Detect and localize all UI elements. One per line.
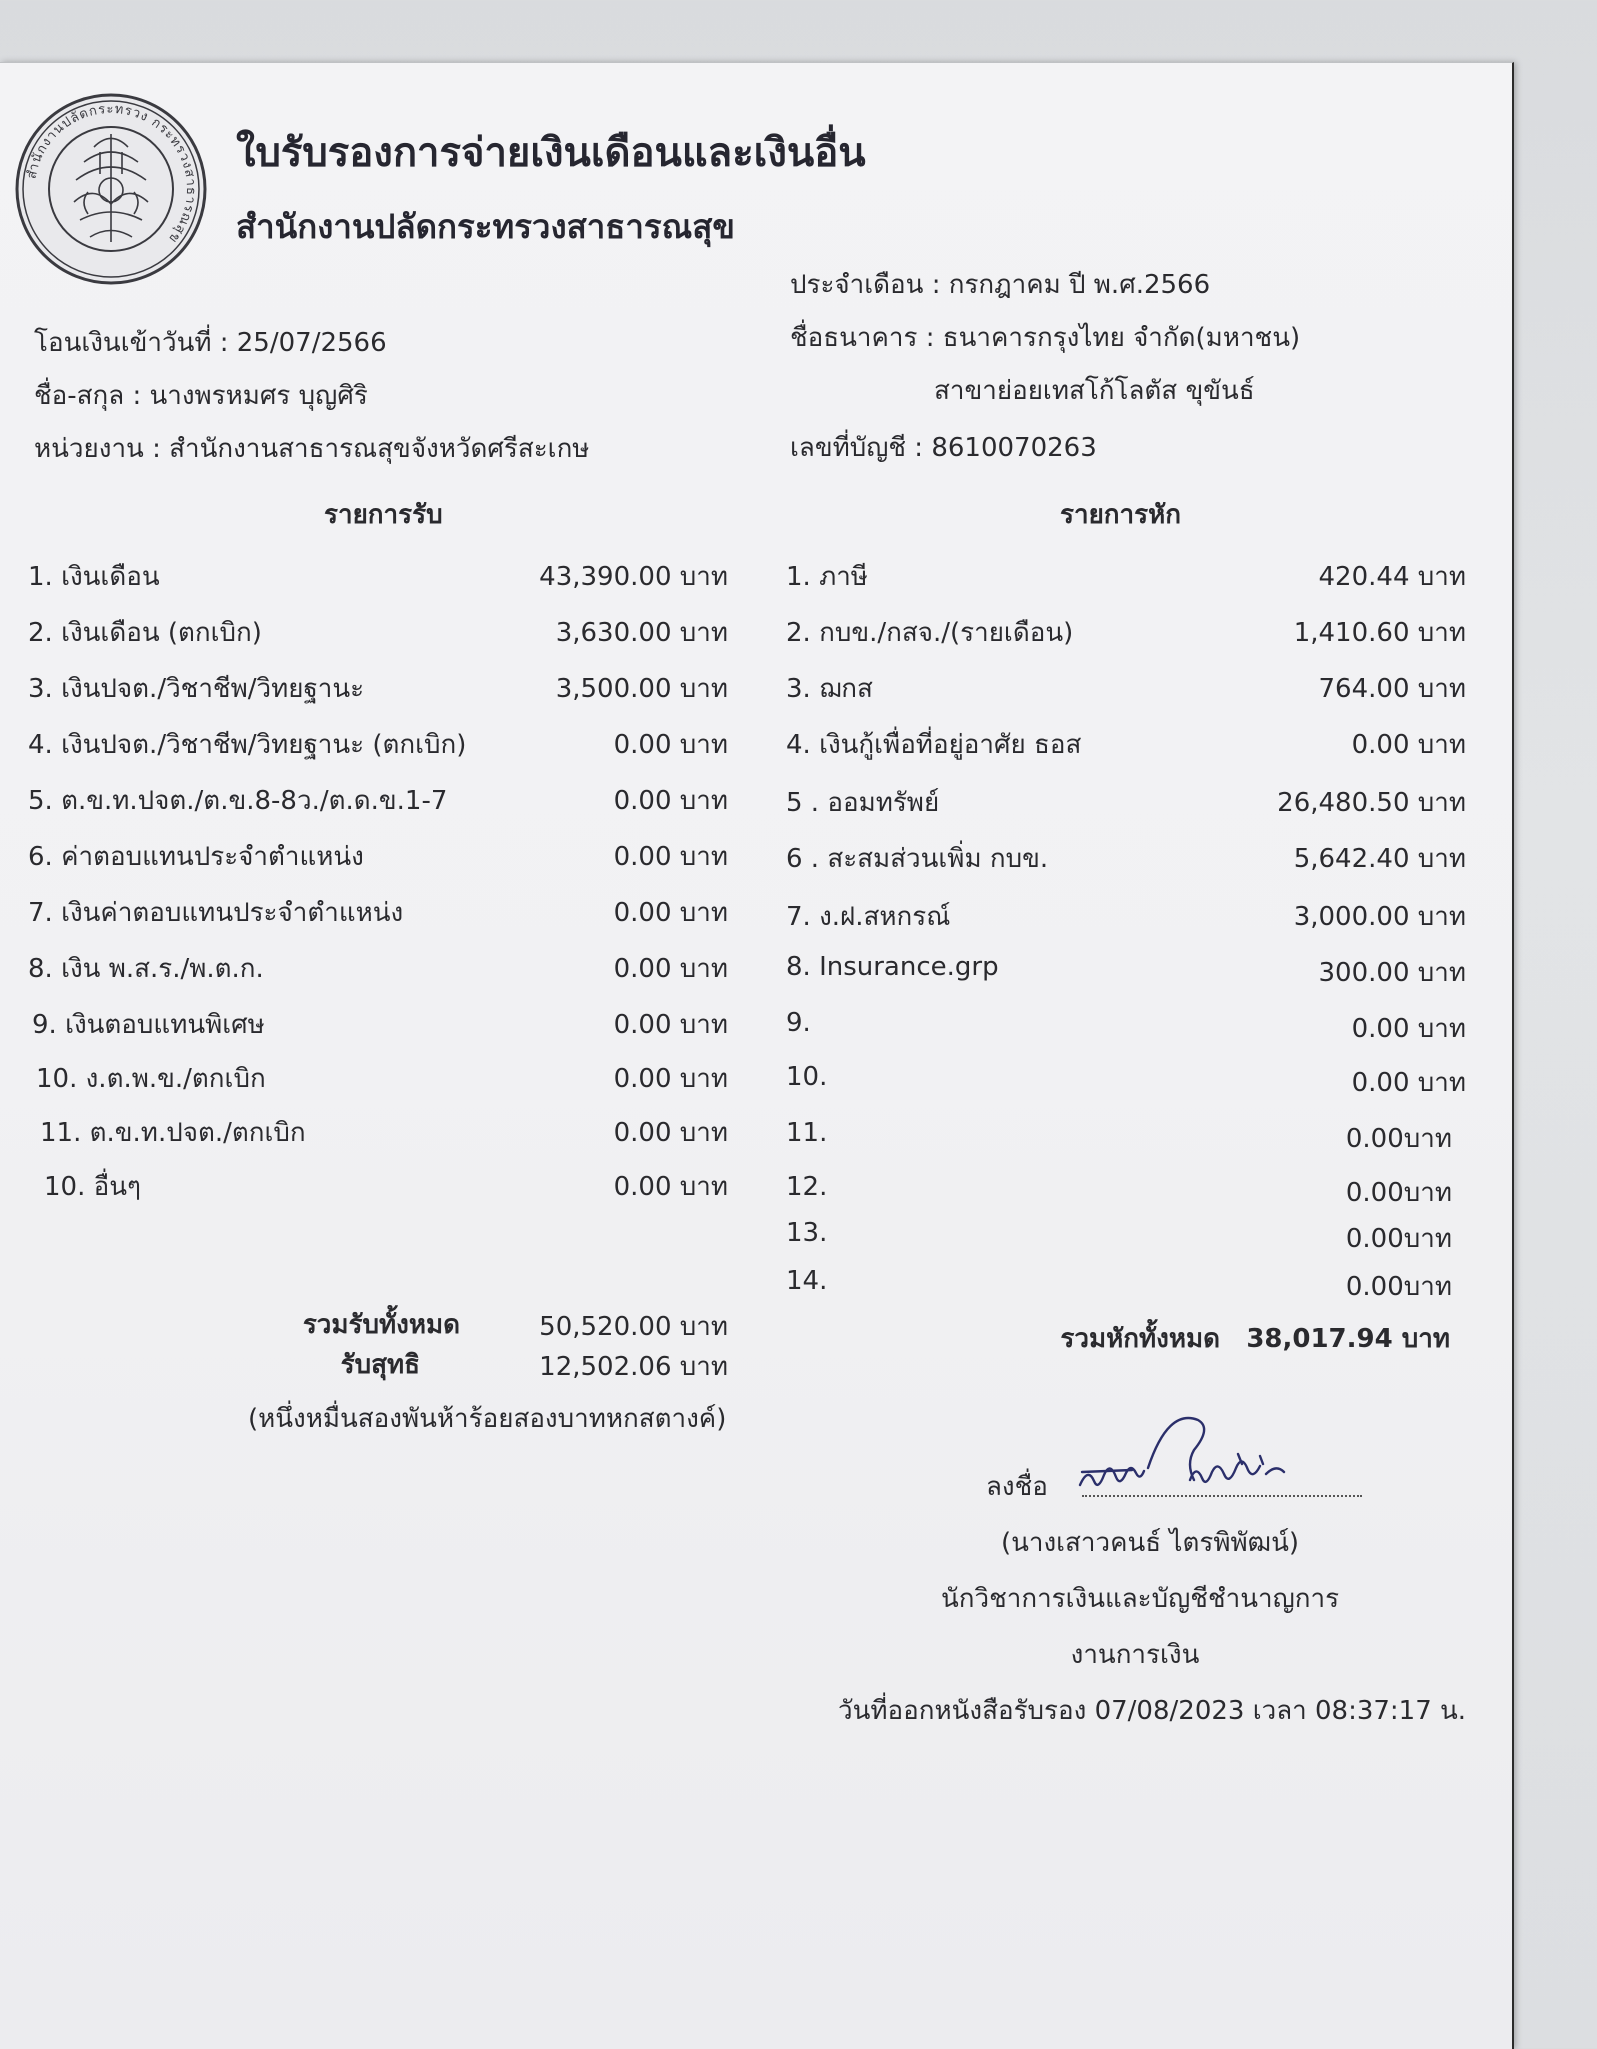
deduction-row [786,1118,1452,1158]
deduction-amount: 0.00 บาท [1351,1068,1466,1098]
income-label: 5. ต.ข.ท.ปจต./ต.ข.8-8ว./ต.ด.ข.1-7 [28,786,448,816]
income-amount: 3,630.00 บาท [555,618,728,648]
income-row [28,724,728,764]
deduction-amount: 26,480.50 บาท [1277,788,1466,818]
net-income-label: รับสุทธิ [340,1350,420,1380]
deduction-row [786,668,1466,708]
total-income-label: รวมรับทั้งหมด [302,1310,460,1340]
deduction-row [786,1008,1466,1048]
total-income-amount: 50,520.00 บาท [539,1312,728,1342]
income-label: 6. ค่าตอบแทนประจำตำแหน่ง [28,842,364,872]
deduction-amount: 0.00บาท [1345,1124,1452,1154]
deduction-row [786,1218,1452,1258]
month-field: ประจำเดือน : กรกฎาคม ปี พ.ศ.2566 [790,270,1211,300]
deduction-label: 2. กบข./กสจ./(รายเดือน) [786,618,1074,648]
total-deduction-amount: 38,017.94 บาท [1246,1324,1450,1354]
deduction-label: 1. ภาษี [786,562,868,592]
deduction-label: 8. Insurance.grp [786,952,999,982]
sign-label: ลงชื่อ [986,1472,1048,1502]
deduction-label: 14. [786,1266,828,1296]
net-income-amount: 12,502.06 บาท [539,1352,728,1382]
deduction-label: 10. [786,1062,828,1092]
deduction-label: 6 . สะสมส่วนเพิ่ม กบข. [786,844,1049,874]
deduction-amount: 764.00 บาท [1318,674,1466,704]
signer-department: งานการเงิน [1070,1640,1200,1670]
employee-name-field: ชื่อ-สกุล : นางพรหมศร บุญศิริ [34,381,368,411]
deduction-row [786,1266,1452,1306]
income-amount: 0.00 บาท [613,954,728,984]
income-amount: 0.00 บาท [613,1118,728,1148]
signer-name: (นางเสาวคนธ์ ไตรพิพัฒน์) [1000,1528,1300,1558]
deduction-label: 4. เงินกู้เพื่อที่อยู่อาศัย ธอส [786,730,1082,760]
handwritten-signature [1070,1410,1320,1510]
income-label: 11. ต.ข.ท.ปจต./ตกเบิก [40,1118,306,1148]
deduction-amount: 300.00 บาท [1318,958,1466,988]
page-subtitle: สำนักงานปลัดกระทรวงสาธารณสุข [236,207,735,246]
bank-branch-field: สาขาย่อยเทสโก้โลตัส ขุขันธ์ [934,376,1255,406]
income-row [32,1004,728,1044]
svg-text:สำนักงานปลัดกระทรวง กระทรวงสาธ: สำนักงานปลัดกระทรวง กระทรวงสาธารณสุข [24,101,199,247]
signer-position: นักวิชาการเงินและบัญชีชำนาญการ [940,1584,1340,1614]
deduction-row [786,896,1466,936]
income-amount: 0.00 บาท [613,1172,728,1202]
deduction-row [786,782,1466,822]
income-amount: 0.00 บาท [613,786,728,816]
income-label: 1. เงินเดือน [28,562,160,592]
income-amount: 0.00 บาท [613,1010,728,1040]
total-deduction-label: รวมหักทั้งหมด [1060,1324,1220,1354]
deduction-amount: 420.44 บาท [1318,562,1466,592]
income-label: 3. เงินปจต./วิชาชีพ/วิทยฐานะ [28,674,365,704]
account-number-field: เลขที่บัญชี : 8610070263 [790,433,1097,463]
income-label: 4. เงินปจต./วิชาชีพ/วิทยฐานะ (ตกเบิก) [28,730,467,760]
income-heading: รายการรับ [324,500,443,530]
deduction-amount: 1,410.60 บาท [1293,618,1466,648]
deduction-amount: 0.00 บาท [1351,1014,1466,1044]
deduction-amount: 0.00บาท [1345,1178,1452,1208]
deduction-label: 5 . ออมทรัพย์ [786,788,940,818]
bank-name-field: ชื่อธนาคาร : ธนาคารกรุงไทย จำกัด(มหาชน) [790,323,1301,353]
transfer-date-field: โอนเงินเข้าวันที่ : 25/07/2566 [34,328,387,358]
deduction-row [786,724,1466,764]
income-row [40,1112,728,1152]
income-row [28,668,728,708]
income-label: 10. ง.ต.พ.ข./ตกเบิก [36,1064,266,1094]
deduction-label: 3. ฌกส [786,674,873,704]
income-amount: 0.00 บาท [613,842,728,872]
income-amount: 3,500.00 บาท [555,674,728,704]
income-amount: 0.00 บาท [613,1064,728,1094]
net-income-words: (หนึ่งหมื่นสองพันห้าร้อยสองบาทหกสตางค์) [248,1404,727,1434]
deduction-label: 13. [786,1218,828,1248]
income-label: 8. เงิน พ.ส.ร./พ.ต.ก. [28,954,264,984]
deduction-amount: 0.00บาท [1345,1272,1452,1302]
deduction-label: 11. [786,1118,828,1148]
income-row [28,612,728,652]
income-row [28,780,728,820]
deduction-row [786,1062,1466,1102]
income-row [36,1058,728,1098]
deduction-amount: 0.00 บาท [1351,730,1466,760]
deduction-amount: 3,000.00 บาท [1293,902,1466,932]
income-row [28,556,728,596]
deduction-label: 9. [786,1008,811,1038]
deduction-amount: 5,642.40 บาท [1293,844,1466,874]
income-row [28,948,728,988]
work-unit-field: หน่วยงาน : สำนักงานสาธารณสุขจังหวัดศรีสะเกษ [34,434,590,464]
income-amount: 0.00 บาท [613,730,728,760]
income-row [28,836,728,876]
ministry-seal-icon [14,92,208,286]
income-label: 9. เงินตอบแทนพิเศษ [32,1010,265,1040]
deduction-row [786,1172,1452,1212]
deduction-amount: 0.00บาท [1345,1224,1452,1254]
deduction-label: 7. ง.ฝ.สหกรณ์ [786,902,951,932]
income-amount: 0.00 บาท [613,898,728,928]
income-row [28,892,728,932]
income-label: 7. เงินค่าตอบแทนประจำตำแหน่ง [28,898,404,928]
deduction-row [786,556,1466,596]
income-label: 10. อื่นๆ [44,1172,141,1202]
page-title: ใบรับรองการจ่ายเงินเดือนและเงินอื่น [236,130,866,176]
income-row [44,1166,728,1206]
income-label: 2. เงินเดือน (ตกเบิก) [28,618,262,648]
income-amount: 43,390.00 บาท [539,562,728,592]
deduction-row [786,838,1466,878]
deduction-label: 12. [786,1172,828,1202]
deductions-heading: รายการหัก [1060,500,1181,530]
deduction-row [786,612,1466,652]
deduction-row [786,952,1466,992]
issued-datetime: วันที่ออกหนังสือรับรอง 07/08/2023 เวลา 08:37:17 น. [838,1696,1467,1726]
